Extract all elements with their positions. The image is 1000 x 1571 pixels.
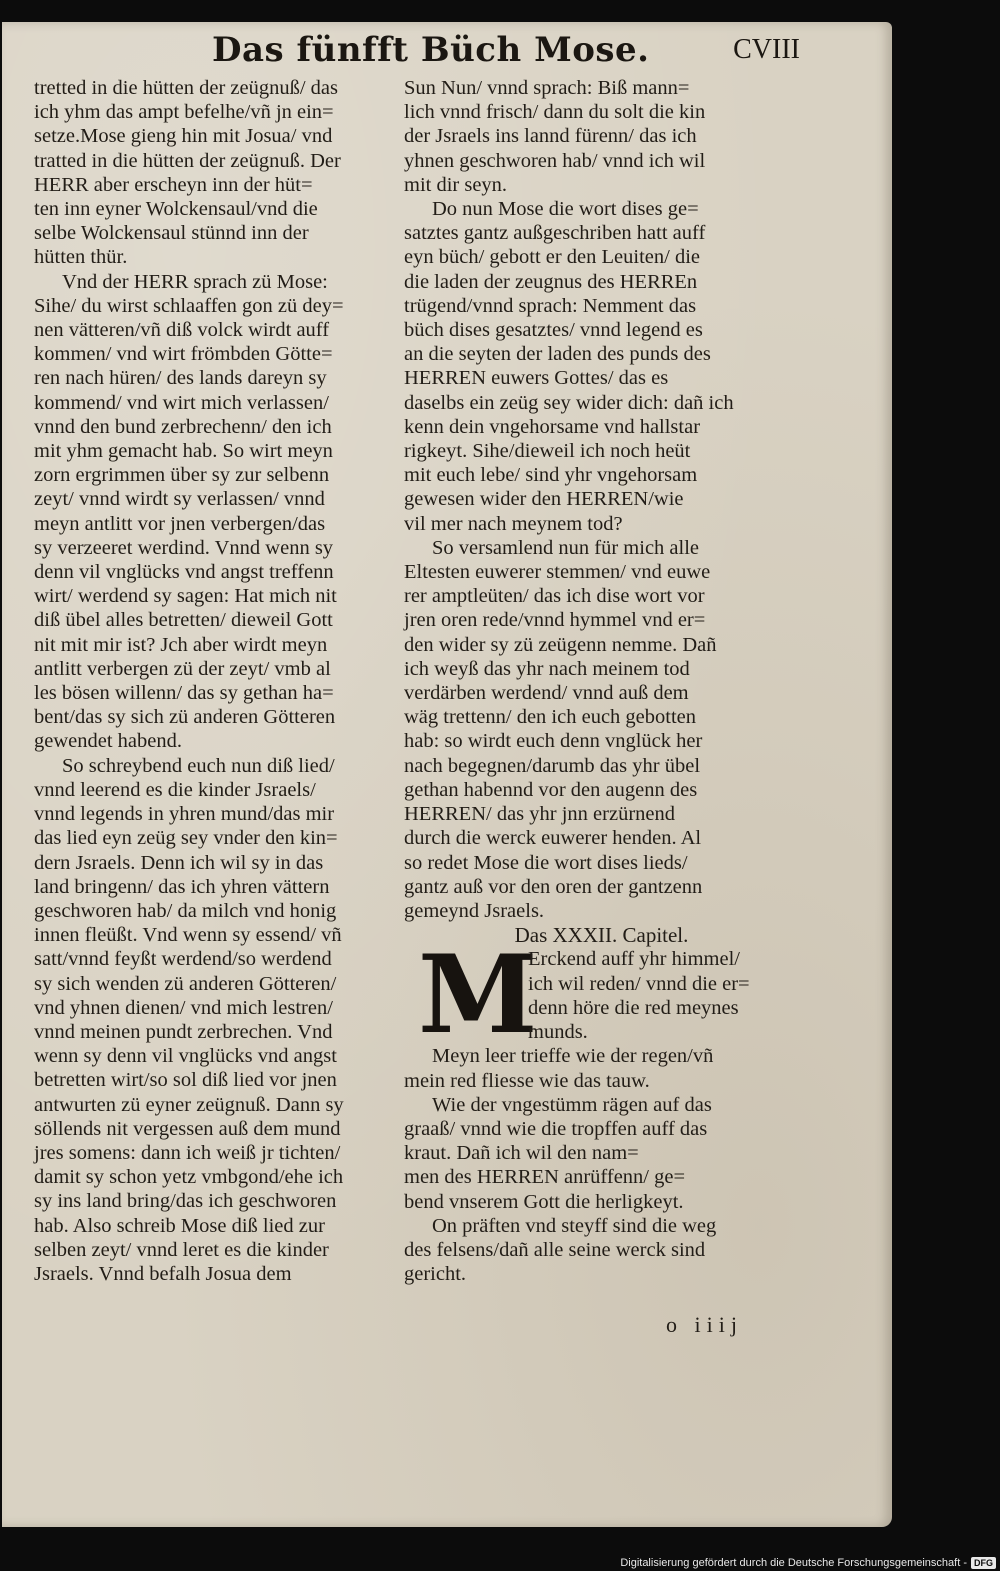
footer-text: Digitalisierung gefördert durch die Deutsche Forschungsgemeinschaft - xyxy=(620,1557,967,1569)
text-line: zeyt/ vnnd wirdt sy verlassen/ vnnd xyxy=(34,488,325,511)
text-line: sy ins land bring/das ich geschworen xyxy=(34,1190,337,1213)
text-line: betretten wirt/so sol diß lied vor jnen xyxy=(34,1069,337,1092)
text-line: kraut. Dañ ich wil den nam= xyxy=(404,1142,639,1165)
text-line: nach begegnen/darumb das yhr übel xyxy=(404,754,701,777)
text-line: Eltesten euwerer stemmen/ vnd euwe xyxy=(404,561,711,584)
text-line: ren nach hüren/ des lands dareyn sy xyxy=(34,367,327,390)
text-line: ich weyß das yhr nach meinem tod xyxy=(404,657,690,680)
text-line: gericht. xyxy=(404,1263,467,1286)
text-line: vil mer nach meynem tod? xyxy=(404,512,623,535)
text-line: vnd yhnen dienen/ vnd mich lestren/ xyxy=(34,996,333,1019)
text-line: Meyn leer trieffe wie der regen/vñ xyxy=(432,1045,714,1068)
right-column-top xyxy=(404,76,769,923)
text-line: selbe Wolckensaul stünnd inn der xyxy=(34,222,309,245)
text-line: wirt/ werdend sy sagen: Hat mich nit xyxy=(34,585,337,608)
text-line: kommend/ vnd wirt mich verlassen/ xyxy=(34,391,329,414)
text-line: geschworen hab/ da milch vnd honig xyxy=(34,899,337,922)
digitization-footer xyxy=(620,1557,996,1569)
text-line: an die seyten der laden des punds des xyxy=(404,343,711,366)
text-line: hab: so wirdt euch denn vnglück her xyxy=(404,730,703,753)
text-line: lich vnnd frisch/ dann du solt die kin xyxy=(404,101,706,124)
text-line: die laden der zeugnus des HERREn xyxy=(404,270,698,293)
text-line: ten inn eyner Wolckensaul/vnd die xyxy=(34,198,318,221)
text-line: hab. Also schreib Mose diß lied zur xyxy=(34,1214,325,1237)
text-line: jres somens: dann ich weiß jr tichten/ xyxy=(34,1141,341,1164)
text-line: trügend/vnnd sprach: Nemment das xyxy=(404,294,697,317)
right-column xyxy=(404,76,769,1286)
text-line: söllends nit vergessen auß dem mund xyxy=(34,1117,341,1140)
text-line: gantz auß vor den oren der gantzenn xyxy=(404,875,703,898)
text-line: so redet Mose die wort dises lieds/ xyxy=(404,851,688,874)
text-line: antwurten zü eyner zeügnuß. Dann sy xyxy=(34,1093,344,1116)
text-line: der Jsraels ins lannd fürenn/ das ich xyxy=(404,125,697,148)
text-line: HERR aber erscheyn inn der hüt= xyxy=(34,173,313,196)
chapter-heading: Das XXXII. Capitel. xyxy=(514,923,689,948)
text-line: setze.Mose gieng hin mit Josua/ vnd xyxy=(34,125,333,148)
text-line: satztes gantz außgeschriben hatt auff xyxy=(404,222,706,245)
text-line: vnnd leerend es die kinder Jsraels/ xyxy=(34,778,316,801)
text-line: zorn ergrimmen über sy zur selbenn xyxy=(34,464,330,487)
text-line: gemeynd Jsraels. xyxy=(404,899,545,922)
left-column xyxy=(34,76,394,1286)
signature-mark: o iiij xyxy=(666,1312,743,1337)
text-line: Jsraels. Vnnd befalh Josua dem xyxy=(34,1262,292,1285)
text-line: hütten thür. xyxy=(34,246,128,269)
right-column-bottom xyxy=(404,1044,769,1286)
text-line: Sun Nun/ vnnd sprach: Biß mann= xyxy=(404,77,690,99)
text-line: graaß/ vnnd wie die tropffen auff das xyxy=(404,1117,708,1140)
drop-cap-initial: M xyxy=(418,932,538,1059)
text-line: Vnd der HERR sprach zü Mose: xyxy=(62,270,328,293)
text-line: vnnd den bund zerbrechenn/ den ich xyxy=(34,415,332,438)
text-line: gewendet habend. xyxy=(34,730,182,753)
text-line: HERREN/ das yhr jnn erzürnend xyxy=(404,803,675,826)
text-line: satt/vnnd feyßt werdend/so werdend xyxy=(34,948,332,971)
text-line: bent/das sy sich zü anderen Götteren xyxy=(34,706,336,729)
text-line: vnnd meinen pundt zerbrechen. Vnd xyxy=(34,1020,333,1043)
text-line: kommen/ vnd wirt frömbden Götte= xyxy=(34,343,333,366)
text-line: bend vnserem Gott die herligkeyt. xyxy=(404,1190,684,1213)
text-line: antlitt verbergen zü der zeyt/ vmb al xyxy=(34,657,331,680)
text-line: kenn dein vngehorsame vnd hallstar xyxy=(404,415,701,438)
text-line: yhnen geschworen hab/ vnnd ich wil xyxy=(404,149,706,172)
text-line: HERREN euwers Gottes/ das es xyxy=(404,367,669,390)
text-line: tratted in die hütten der zeügnuß. Der xyxy=(34,149,341,172)
text-line: daselbs ein zeüg sey wider dich: dañ ich xyxy=(404,391,734,414)
text-line: das lied eyn zeüg sey vnder den kin= xyxy=(34,827,338,850)
text-line: tretted in die hütten der zeügnuß/ das xyxy=(34,77,338,99)
text-line: rer amptleüten/ das ich dise wort vor xyxy=(404,585,705,608)
text-line: nen vätteren/vñ diß volck wirdt auff xyxy=(34,319,330,342)
initial-lines xyxy=(528,947,750,1044)
text-line: diß übel alles betretten/ dieweil Gott xyxy=(34,609,333,632)
text-line: gethan habennd vor den augenn des xyxy=(404,778,698,801)
text-line: sy sich wenden zü anderen Götteren/ xyxy=(34,972,337,995)
text-line: dern Jsraels. Denn ich wil sy in das xyxy=(34,851,324,874)
text-line: nit mit mir ist? Jch aber wirdt meyn xyxy=(34,633,328,656)
text-line: damit sy schon yetz vmbgond/ehe ich xyxy=(34,1166,344,1189)
initial-text-line: Erckend auff yhr himmel/ xyxy=(528,948,740,971)
text-line: denn vil vnglücks vnd angst treffenn xyxy=(34,561,334,584)
text-line: les bösen willenn/ das sy gethan ha= xyxy=(34,682,334,705)
text-line: selben zeyt/ vnnd leret es die kinder xyxy=(34,1238,329,1261)
text-line: wenn sy denn vil vnglücks vnd angst xyxy=(34,1045,337,1068)
text-line: Wie der vngestümm rägen auf das xyxy=(432,1093,712,1116)
text-line: sy verzeeret werdind. Vnnd wenn sy xyxy=(34,536,334,559)
text-line: den wider sy zü zeügenn nemme. Dañ xyxy=(404,633,717,656)
text-line: mit euch lebe/ sind yhr vngehorsam xyxy=(404,464,698,487)
text-line: mit yhm gemacht hab. So wirt meyn xyxy=(34,440,333,463)
text-line: men des HERREN anrüffenn/ ge= xyxy=(404,1166,686,1189)
text-line: land bringenn/ das ich yhren vättern xyxy=(34,875,330,898)
text-line: jren oren rede/vnnd hymmel vnd er= xyxy=(404,609,706,632)
text-line: mit dir seyn. xyxy=(404,173,508,196)
text-line: eyn büch/ gebott er den Leuiten/ die xyxy=(404,246,701,269)
text-line: mein red fliesse wie das tauw. xyxy=(404,1069,650,1092)
dfg-logo: DFG xyxy=(971,1557,996,1569)
text-line: Sihe/ du wirst schlaaffen gon zü dey= xyxy=(34,294,344,317)
text-line: gewesen wider den HERREN/wie xyxy=(404,488,684,511)
text-line: des felsens/dañ alle seine werck sind xyxy=(404,1238,706,1261)
text-line: innen fleüßt. Vnd wenn sy essend/ vñ xyxy=(34,924,342,947)
initial-text-line: denn höre die red meynes xyxy=(528,996,739,1019)
text-line: Do nun Mose die wort dises ge= xyxy=(432,198,699,221)
initial-text-line: munds. xyxy=(528,1020,588,1043)
text-line: ich yhm das ampt befelhe/vñ jn ein= xyxy=(34,101,334,124)
text-line: büch dises gesatztes/ vnnd legend es xyxy=(404,319,703,342)
folio-number: CVIII xyxy=(733,34,800,65)
text-line: So schreybend euch nun diß lied/ xyxy=(62,754,335,777)
text-line: durch die werck euwerer henden. Al xyxy=(404,827,702,850)
text-line: On präften vnd steyff sind die weg xyxy=(432,1214,717,1237)
text-line: wäg trettenn/ den ich euch gebotten xyxy=(404,706,697,729)
text-line: meyn antlitt vor jnen verbergen/das xyxy=(34,512,326,535)
text-line: verdärben werdend/ vnnd auß dem xyxy=(404,682,689,705)
text-line: vnnd legends in yhren mund/das mir xyxy=(34,803,335,826)
book-page xyxy=(2,22,892,1527)
initial-text-line: ich wil reden/ vnnd die er= xyxy=(528,972,750,995)
running-head: Das fünfft Büch Mose. xyxy=(212,30,650,70)
text-line: rigkeyt. Sihe/dieweil ich noch heüt xyxy=(404,440,691,463)
text-line: So versamlend nun für mich alle xyxy=(432,536,700,559)
